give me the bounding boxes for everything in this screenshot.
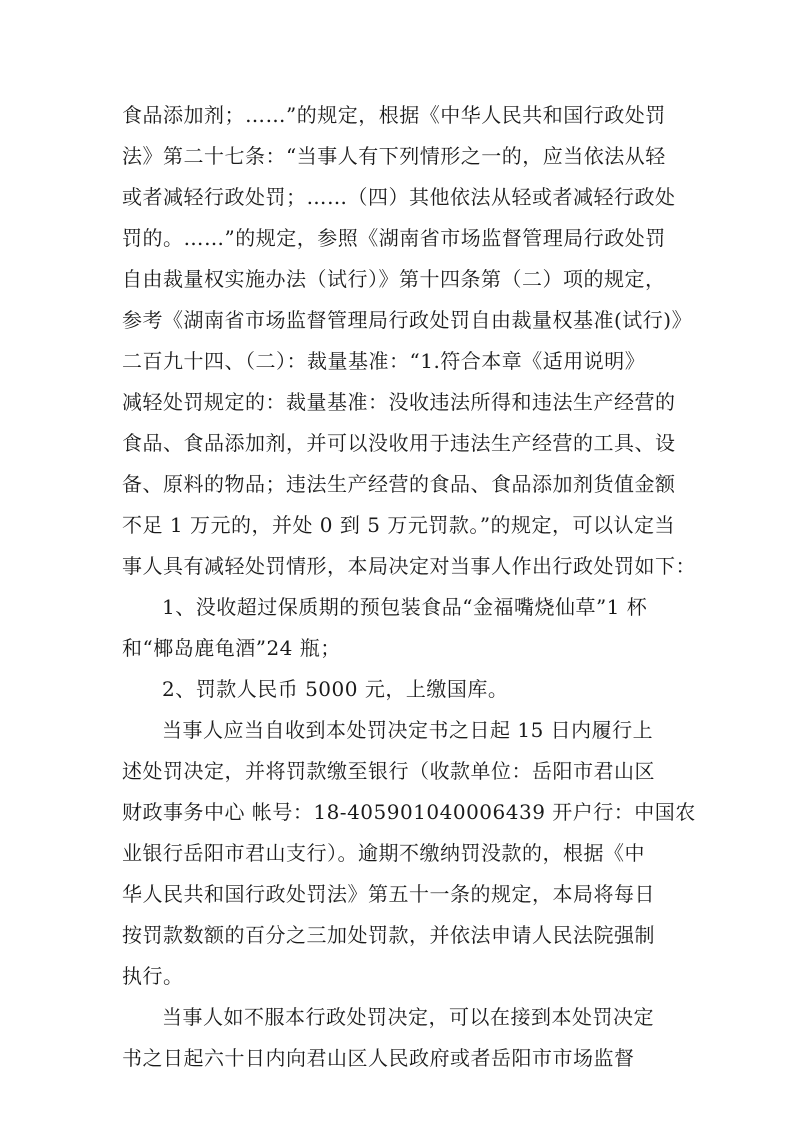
text-line: 华人民共和国行政处罚法》第五十一条的规定，本局将每日 — [122, 882, 655, 906]
text-line: 2、罚款人民币 5000 元，上缴国库。 — [162, 677, 509, 701]
text-line: 1、没收超过保质期的预包装食品“金福嘴烧仙草”1 杯 — [162, 595, 648, 619]
text-line: 食品、食品添加剂，并可以没收用于违法生产经营的工具、设 — [122, 431, 676, 455]
text-line: 述处罚决定，并将罚款缴至银行（收款单位：岳阳市君山区 — [122, 759, 655, 783]
text-line: 参考《湖南省市场监督管理局行政处罚自由裁量权基准(试行)》 — [122, 308, 693, 332]
text-line: 法》第二十七条：“当事人有下列情形之一的，应当依法从轻 — [122, 144, 666, 168]
text-line: 自由裁量权实施办法（试行）》第十四条第（二）项的规定， — [122, 267, 666, 291]
text-line: 和“椰岛鹿龟酒”24 瓶； — [122, 636, 341, 660]
text-line: 减轻处罚规定的：裁量基准：没收违法所得和违法生产经营的 — [122, 390, 676, 414]
text-line: 执行。 — [122, 964, 184, 988]
text-line: 不足 1 万元的，并处 0 到 5 万元罚款。”的规定，可以认定当 — [122, 513, 676, 537]
text-line: 备、原料的物品；违法生产经营的食品、食品添加剂货值金额 — [122, 472, 676, 496]
text-line: 当事人如不服本行政处罚决定，可以在接到本处罚决定 — [162, 1005, 654, 1029]
text-line: 罚的。……”的规定，参照《湖南省市场监督管理局行政处罚 — [122, 226, 666, 250]
text-line: 业银行岳阳市君山支行）。逾期不缴纳罚没款的，根据《中 — [122, 841, 645, 865]
text-line: 事人具有减轻处罚情形，本局决定对当事人作出行政处罚如下： — [122, 554, 696, 578]
text-line: 食品添加剂；……”的规定，根据《中华人民共和国行政处罚 — [122, 103, 666, 127]
text-line: 财政事务中心 帐号：18-405901040006439 开户行：中国农 — [122, 800, 696, 824]
text-line: 二百九十四、（二）：裁量基准：“1.符合本章《适用说明》 — [122, 349, 646, 373]
text-line: 当事人应当自收到本处罚决定书之日起 15 日内履行上 — [162, 718, 654, 742]
text-line: 或者减轻行政处罚；……（四）其他依法从轻或者减轻行政处 — [122, 185, 676, 209]
text-line: 书之日起六十日内向君山区人民政府或者岳阳市市场监督 — [122, 1046, 635, 1070]
text-line: 按罚款数额的百分之三加处罚款，并依法申请人民法院强制 — [122, 923, 655, 947]
